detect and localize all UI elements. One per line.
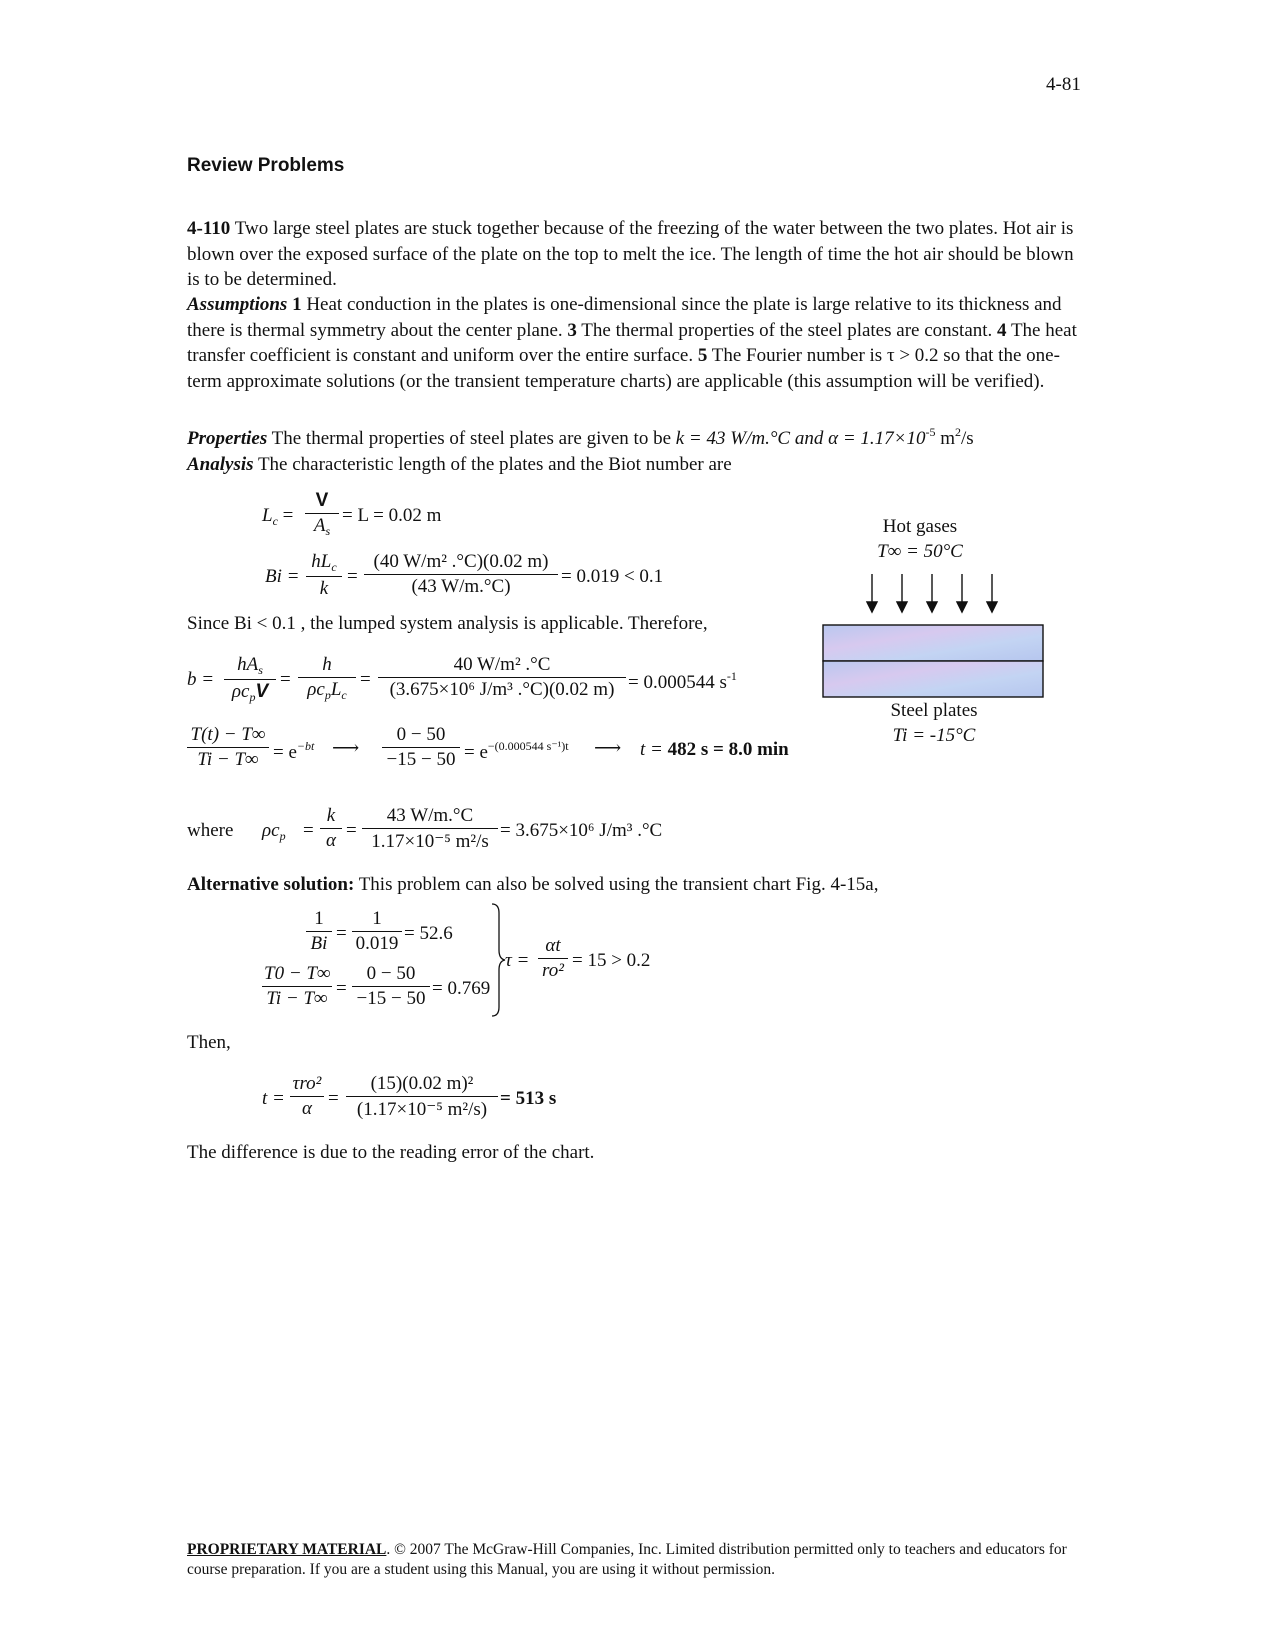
eq-alt-eq1: = (336, 923, 347, 944)
eq-final-lhs: t = (262, 1088, 285, 1109)
assumption-text: Heat conduction in the plates is one-dimensional since the plate is large relative to its thickness and there is thermal symmetry about the center plane. (187, 294, 1062, 341)
eq-where-fraction-1: $\frac{k}{\alpha}$ (320, 805, 342, 852)
problem-text: Two large steel plates are stuck together because of the freezing of the water between the two plates. Hot air is blown over the exposed surface of the plate on the top to melt the ice. The length of time the hot air should be blown is to be determined. (187, 218, 1074, 290)
eq-alt-fraction-2: $\frac{1}{0.019}$ (352, 908, 402, 955)
eq-lc-lhs: $L_c$ = (262, 505, 294, 528)
alternative-text: This problem can also be solved using the transient chart Fig. 4-15a, (354, 874, 879, 895)
since-text: Since Bi < 0.1 , the lumped system analysis is applicable. Therefore, (187, 613, 708, 634)
figure-bottom-label: Steel plates (890, 700, 978, 721)
property-alpha-unit: m (935, 428, 956, 449)
figure-bottom-temp: Ti = -15°C (892, 725, 976, 746)
arrow: ⟶ (332, 738, 360, 759)
eq-final-rhs: = 513 s (500, 1088, 557, 1109)
where-label: where (187, 820, 234, 841)
eq-final-eq: = (328, 1088, 339, 1109)
property-alpha-unit-exp: 2 (955, 425, 962, 439)
difference-text: The difference is due to the reading error of the chart. (187, 1142, 595, 1163)
eq-tau-rhs: = 15 > 0.2 (572, 950, 651, 971)
eq-t-fraction-1: $\frac{T(t) - T\infty}{Ti - T\infty}$ (187, 724, 269, 771)
assumption-text: The heat transfer coefficient is constant and uniform over the entire surface. (187, 319, 1077, 366)
eq-final-fraction-2: $\frac{\text{(15)(0.02 m)²}}{\text{(1.17×10⁻⁵ m²/s)}}$ (346, 1073, 498, 1121)
eq-alt-rhs1: = 52.6 (404, 923, 453, 944)
eq-where-eq2: = (346, 820, 357, 841)
eq-final-fraction-1: τro² α (290, 1073, 324, 1120)
eq-b-fraction-3: $\frac{\text{40 W/m² .°C}}{\text{(3.675×10⁶ J/m³ .°C)(0.02 m)}}$ (378, 654, 626, 701)
alternative-label: Alternative solution: (187, 874, 355, 895)
eq-tau-fraction: $\frac{\alpha t}{\text{ro²}}$ (538, 935, 568, 982)
eq-where-rhs: = 3.675×10⁶ J/m³ .°C (500, 820, 663, 841)
footer-proprietary: PROPRIETARY MATERIAL (187, 1541, 387, 1558)
properties-label: Properties (187, 428, 268, 449)
assumption-number: 4 (997, 319, 1007, 341)
property-k: k = 43 W/m.°C and (675, 428, 829, 449)
then-text: Then, (187, 1032, 231, 1053)
property-alpha-exp: -5 (925, 425, 936, 439)
eq-t-exp: = $e^{-bt}$ (273, 739, 315, 763)
property-alpha: α = 1.17×10 (828, 428, 926, 449)
footer (187, 1540, 1107, 1580)
eq-bi-fraction-2: $\frac{\text{(40 W/m² .°C)(0.02 m)}}{(43 W/m.^\circ C)}$ (364, 551, 558, 598)
property-alpha-unit-end: /s (961, 428, 974, 449)
eq-alt-eq3: = (336, 978, 347, 999)
eq-alt-fraction-4: $\frac{0 - 50}{-15 - 50}$ (352, 963, 430, 1010)
problem-statement (187, 216, 1087, 293)
eq-alt-rhs2: = 0.769 (432, 978, 491, 999)
arrow: ⟶ (594, 738, 622, 759)
assumptions-paragraph (187, 292, 1087, 394)
assumption-number: 1 (292, 294, 302, 315)
eq-t-result: t = 482 s = 8.0 min (640, 739, 789, 760)
eq-t-fraction-2: $\frac{0 - 50}{-15 - 50}$ (382, 724, 460, 771)
eq-bi-fraction-1: $hL_c$ k (306, 551, 342, 600)
eq-b-eq2: = (280, 669, 291, 690)
eq-alt-fraction-3: $\frac{T0 - T\infty}{Ti - T\infty}$ (264, 963, 331, 1009)
footer-text: . © 2007 The McGraw-Hill Companies, Inc. Limited distribution permitted only to teachers and educators for course preparation. If you are a student using this Manual, you are using it without permission. (187, 1541, 1067, 1578)
assumption-number: 3 (567, 319, 577, 341)
eq-lc-fraction: $\frac{V}{A_s}$ (305, 490, 339, 539)
properties-text: The thermal properties of steel plates are given to be (267, 428, 676, 449)
eq-tau-lhs: τ = (505, 950, 530, 971)
eq-b-eq3: = (360, 669, 371, 690)
analysis-text: The characteristic length of the plates and the Biot number are (253, 454, 732, 475)
eq-where-fraction-2: $\frac{43 W/m.^\circ C}{\text{1.17×10⁻⁵ m²/s}}$ (362, 805, 498, 853)
alternative-paragraph (187, 872, 1087, 898)
eq-bi-lhs: Bi = (265, 566, 300, 587)
figure-top-label: Hot gases (882, 516, 958, 537)
assumptions-label: Assumptions (187, 294, 288, 315)
eq-b-fraction-1: $hA_s$ $\rho c_pV$ (224, 654, 276, 705)
analysis-paragraph (187, 452, 1087, 478)
analysis-label: Analysis (187, 454, 254, 475)
eq-bi-rhs: = 0.019 < 0.1 (561, 566, 664, 587)
eq-b-rhs: = 0.000544 $s^{-1}$ (628, 669, 737, 693)
eq-t-exp-2: = $e^{-(0.000544 s^{-1})t}$ (464, 739, 569, 763)
assumption-text: The Fourier number is τ > 0.2 so that the one-term approximate solutions (or the transient temperature charts) are applicable (this assumption will be verified). (187, 345, 1060, 392)
eq-alt-fraction-1: $\frac{1}{Bi}$ (306, 908, 332, 955)
assumption-text: The thermal properties of the steel plates are constant. (576, 319, 998, 341)
eq-bi-eq: = (347, 566, 358, 587)
section-title: Review Problems (187, 155, 345, 176)
page-number: 4-81 (1046, 74, 1081, 95)
problem-number: 4-110 (187, 218, 231, 239)
eq-b-lhs: b = (187, 669, 215, 690)
eq-where-eq1: = (303, 820, 314, 841)
figure-top-temp: T∞ = 50°C (877, 541, 963, 562)
eq-where-lhs: $\rho c_p$ (262, 820, 286, 843)
steel-plates-figure (820, 570, 1050, 700)
assumption-number: 5 (697, 345, 708, 366)
brace (490, 903, 506, 1017)
arrow-icon (867, 574, 997, 612)
eq-b-fraction-2: h $\rho c_pL_c$ (298, 654, 356, 703)
properties-paragraph (187, 420, 1087, 452)
eq-lc-rhs: = L = 0.02 m (342, 505, 442, 526)
